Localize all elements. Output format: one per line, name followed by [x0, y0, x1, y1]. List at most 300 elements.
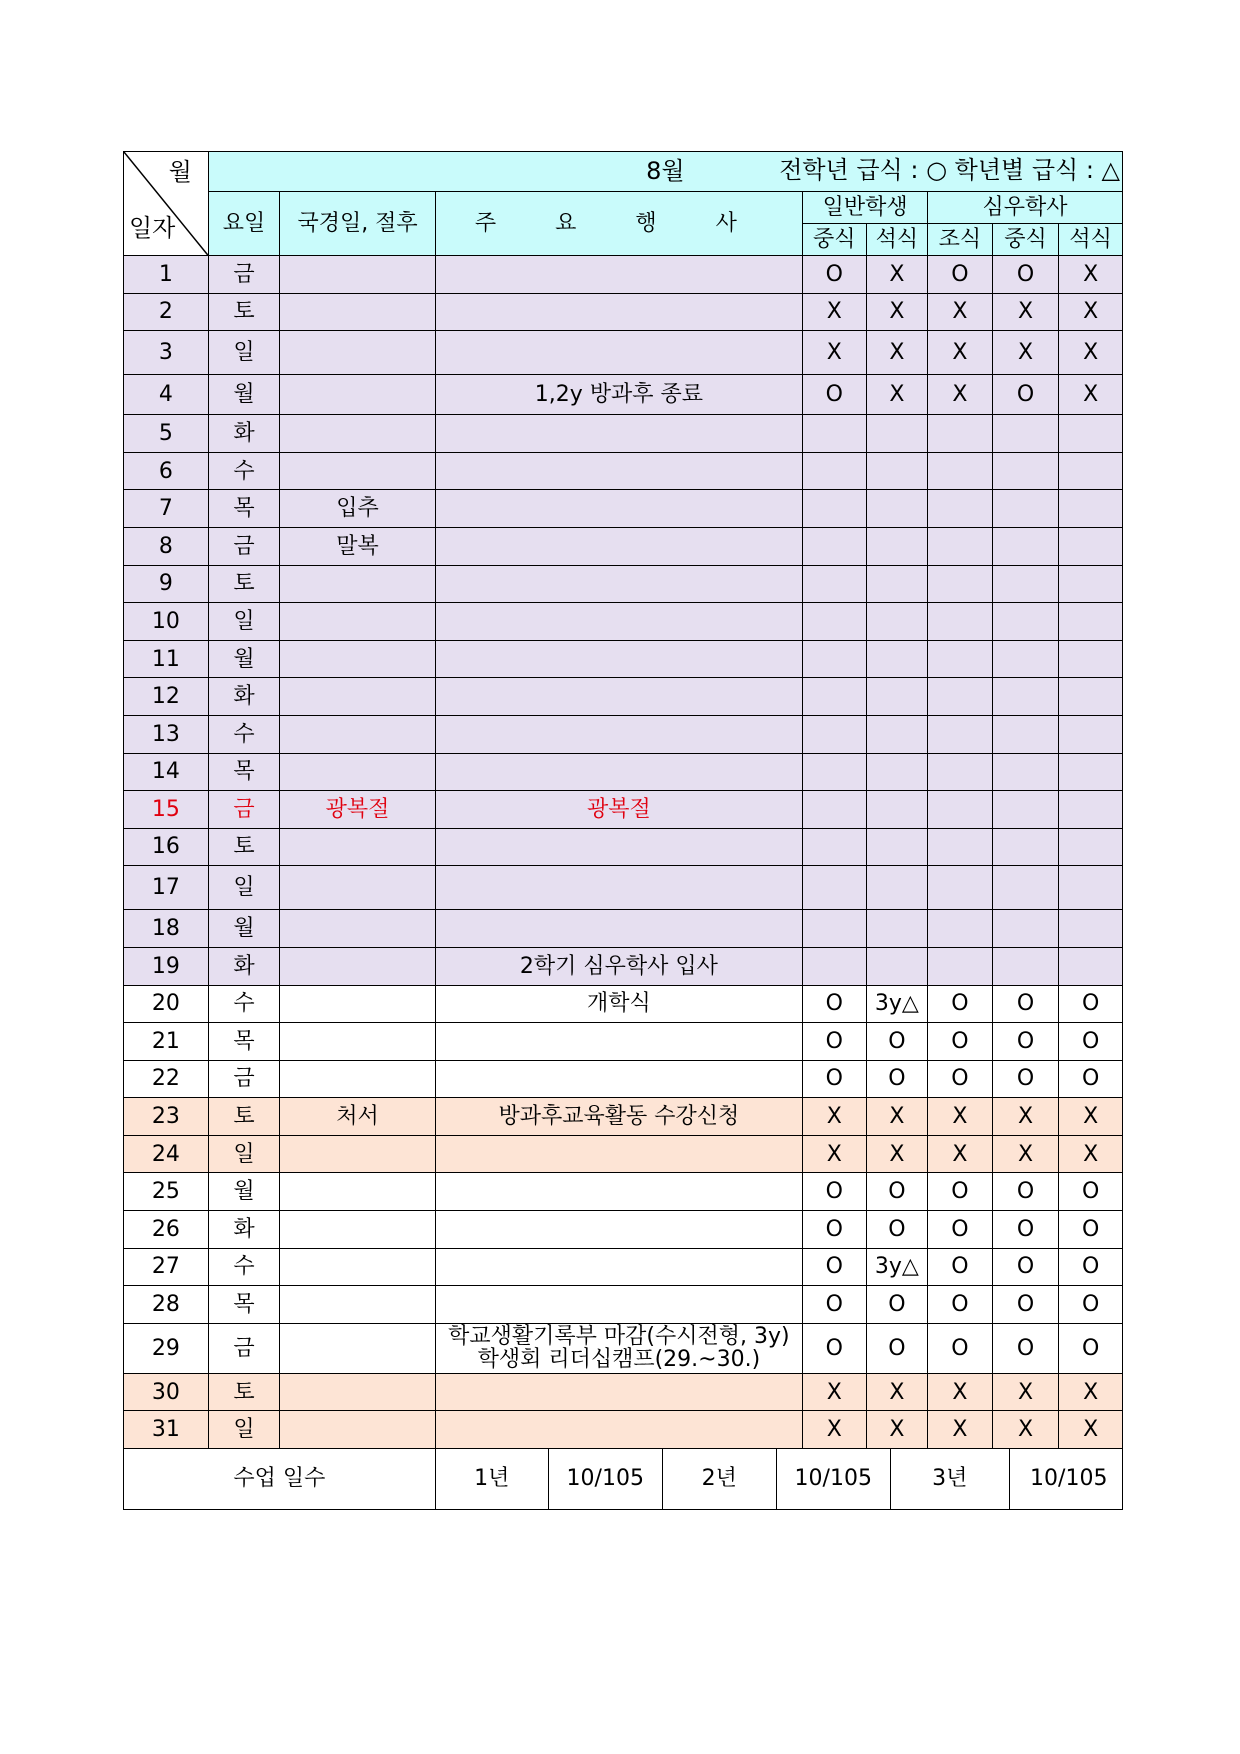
meal-dorm-dinner: [1059, 715, 1123, 753]
meal-dorm-lunch: X: [992, 1411, 1059, 1449]
meal-dorm-breakfast: [928, 527, 993, 565]
meal-dorm-dinner: X: [1059, 256, 1123, 294]
meal-general-lunch: O: [803, 375, 867, 415]
meal-general-dinner: O: [866, 1323, 928, 1373]
meal-dorm-lunch: [992, 866, 1059, 910]
national-day: [280, 640, 435, 678]
sub-dorm-lunch: 중식: [992, 224, 1059, 256]
meal-dorm-lunch: [992, 947, 1059, 985]
calendar-row: [124, 1135, 1123, 1173]
national-day: [280, 1023, 435, 1061]
meal-general-lunch: O: [803, 1248, 867, 1286]
calendar-row: [124, 678, 1123, 716]
national-day: [280, 375, 435, 415]
meal-dorm-breakfast: [928, 415, 993, 453]
day-number: 1: [124, 256, 209, 294]
event-cell: [435, 415, 802, 453]
event-cell: [435, 527, 802, 565]
national-day: [280, 1411, 435, 1449]
day-number: 4: [124, 375, 209, 415]
meal-dorm-dinner: [1059, 640, 1123, 678]
weekday: 월: [208, 640, 280, 678]
meal-dorm-breakfast: [928, 791, 993, 829]
meal-dorm-lunch: X: [992, 1373, 1059, 1411]
event-text: 학교생활기록부 마감(수시전형, 3y): [448, 1324, 790, 1350]
event-text: 방과후교육활동 수강신청: [498, 1104, 740, 1130]
meal-general-dinner: X: [866, 1411, 928, 1449]
meal-dorm-dinner: [1059, 791, 1123, 829]
event-cell: [435, 1286, 802, 1324]
meal-dorm-breakfast: O: [928, 1023, 993, 1061]
event-cell: [435, 603, 802, 641]
event-cell: [435, 678, 802, 716]
calendar-row: [124, 375, 1123, 415]
meal-dorm-lunch: [992, 715, 1059, 753]
meal-dorm-lunch: O: [992, 1060, 1059, 1098]
meal-general-dinner: O: [866, 1023, 928, 1061]
meal-dorm-breakfast: [928, 640, 993, 678]
calendar-row: [124, 866, 1123, 910]
calendar-row: [124, 715, 1123, 753]
weekday: 화: [208, 678, 280, 716]
meal-general-lunch: O: [803, 1211, 867, 1249]
weekday: 일: [208, 331, 280, 375]
school-days-label: 수업 일수: [124, 1449, 436, 1510]
meal-dorm-dinner: [1059, 947, 1123, 985]
calendar-row: [124, 527, 1123, 565]
national-day: 광복절: [280, 791, 435, 829]
event-cell: [435, 1060, 802, 1098]
meal-dorm-breakfast: [928, 910, 993, 948]
event-cell: [435, 293, 802, 331]
meal-legend: 전학년 급식 : ○ 학년별 급식 : △: [779, 156, 1120, 184]
calendar-row: [124, 1023, 1123, 1061]
weekday: 월: [208, 910, 280, 948]
meal-dorm-lunch: O: [992, 1323, 1059, 1373]
meal-general-dinner: [866, 715, 928, 753]
event-cell: [435, 866, 802, 910]
event-cell: [435, 1098, 802, 1136]
event-cell: [435, 640, 802, 678]
day-number: 5: [124, 415, 209, 453]
meal-dorm-lunch: [992, 565, 1059, 603]
meal-dorm-lunch: O: [992, 1211, 1059, 1249]
weekday: 토: [208, 565, 280, 603]
event-cell: [435, 1323, 802, 1373]
day-number: 27: [124, 1248, 209, 1286]
day-number: 21: [124, 1023, 209, 1061]
calendar-row: [124, 1373, 1123, 1411]
meal-dorm-dinner: [1059, 452, 1123, 490]
meal-general-dinner: [866, 565, 928, 603]
weekday: 일: [208, 866, 280, 910]
meal-dorm-dinner: O: [1059, 1248, 1123, 1286]
meal-general-dinner: X: [866, 1098, 928, 1136]
day-number: 6: [124, 452, 209, 490]
meal-dorm-breakfast: O: [928, 1248, 993, 1286]
meal-dorm-breakfast: [928, 603, 993, 641]
national-day: [280, 1211, 435, 1249]
meal-general-dinner: X: [866, 331, 928, 375]
meal-dorm-breakfast: O: [928, 256, 993, 294]
meal-dorm-breakfast: [928, 715, 993, 753]
event-cell: [435, 985, 802, 1023]
group-general-header: 일반학생: [803, 192, 928, 224]
day-number: 19: [124, 947, 209, 985]
meal-dorm-dinner: O: [1059, 1173, 1123, 1211]
day-number: 18: [124, 910, 209, 948]
grade2-days: 10/105: [776, 1449, 890, 1509]
weekday: 금: [208, 1060, 280, 1098]
event-cell: [435, 828, 802, 866]
meal-dorm-dinner: X: [1059, 1373, 1123, 1411]
meal-dorm-breakfast: [928, 452, 993, 490]
meal-dorm-lunch: [992, 678, 1059, 716]
meal-general-dinner: X: [866, 375, 928, 415]
meal-general-dinner: [866, 490, 928, 528]
day-number: 24: [124, 1135, 209, 1173]
meal-general-dinner: [866, 866, 928, 910]
event-cell: [435, 452, 802, 490]
grade1-label: 1년: [436, 1449, 549, 1509]
meal-general-dinner: [866, 947, 928, 985]
national-day: [280, 985, 435, 1023]
meal-dorm-dinner: O: [1059, 1323, 1123, 1373]
national-day: 말복: [280, 527, 435, 565]
calendar-row: [124, 603, 1123, 641]
day-number: 25: [124, 1173, 209, 1211]
calendar-row: [124, 293, 1123, 331]
school-days-summary: [435, 1449, 1122, 1510]
meal-dorm-dinner: [1059, 678, 1123, 716]
meal-dorm-dinner: [1059, 565, 1123, 603]
meal-dorm-lunch: O: [992, 256, 1059, 294]
weekday: 금: [208, 1323, 280, 1373]
meal-dorm-lunch: [992, 828, 1059, 866]
events-header-label: 주 요 행 사: [474, 210, 763, 236]
meal-dorm-breakfast: O: [928, 1323, 993, 1373]
event-cell: [435, 331, 802, 375]
meal-general-dinner: 3y△: [866, 985, 928, 1023]
sub-dorm-dinner: 석식: [1059, 224, 1123, 256]
national-day: [280, 293, 435, 331]
meal-general-lunch: [803, 527, 867, 565]
day-number: 15: [124, 791, 209, 829]
calendar-row: [124, 1060, 1123, 1098]
event-cell: [435, 256, 802, 294]
meal-general-lunch: [803, 910, 867, 948]
group-dorm-header: 심우학사: [928, 192, 1123, 224]
day-number: 13: [124, 715, 209, 753]
meal-general-lunch: O: [803, 1323, 867, 1373]
national-day: [280, 452, 435, 490]
day-number: 23: [124, 1098, 209, 1136]
header-corner: [124, 152, 209, 256]
day-number: 8: [124, 527, 209, 565]
school-days-row: [124, 1449, 1123, 1510]
weekday: 목: [208, 1023, 280, 1061]
meal-general-lunch: [803, 415, 867, 453]
grade1-days: 10/105: [548, 1449, 662, 1509]
meal-dorm-breakfast: [928, 678, 993, 716]
calendar-row: [124, 947, 1123, 985]
meal-dorm-dinner: O: [1059, 985, 1123, 1023]
event-cell: [435, 1211, 802, 1249]
meal-dorm-lunch: X: [992, 331, 1059, 375]
calendar-row: [124, 1286, 1123, 1324]
national-day: [280, 256, 435, 294]
meal-dorm-lunch: [992, 603, 1059, 641]
meal-general-dinner: [866, 415, 928, 453]
meal-dorm-lunch: [992, 910, 1059, 948]
meal-general-lunch: [803, 715, 867, 753]
academic-calendar-table: [123, 151, 1123, 1510]
event-cell: [435, 947, 802, 985]
meal-general-dinner: X: [866, 293, 928, 331]
weekday: 화: [208, 1211, 280, 1249]
meal-dorm-lunch: O: [992, 985, 1059, 1023]
meal-dorm-breakfast: X: [928, 293, 993, 331]
meal-dorm-breakfast: [928, 866, 993, 910]
meal-dorm-lunch: [992, 791, 1059, 829]
calendar-row: [124, 490, 1123, 528]
meal-dorm-dinner: [1059, 603, 1123, 641]
meal-dorm-lunch: [992, 490, 1059, 528]
meal-general-dinner: [866, 452, 928, 490]
meal-dorm-breakfast: O: [928, 1211, 993, 1249]
event-text: 개학식: [587, 991, 651, 1017]
meal-general-lunch: X: [803, 331, 867, 375]
meal-general-dinner: X: [866, 256, 928, 294]
meal-dorm-dinner: O: [1059, 1211, 1123, 1249]
meal-dorm-dinner: X: [1059, 1098, 1123, 1136]
event-text: 2학기 심우학사 입사: [519, 953, 718, 979]
meal-general-dinner: O: [866, 1211, 928, 1249]
meal-dorm-dinner: [1059, 527, 1123, 565]
meal-general-lunch: O: [803, 1173, 867, 1211]
day-number: 17: [124, 866, 209, 910]
meal-general-lunch: O: [803, 1060, 867, 1098]
weekday: 토: [208, 1098, 280, 1136]
meal-general-lunch: O: [803, 1023, 867, 1061]
sub-general-lunch: 중식: [803, 224, 867, 256]
meal-dorm-dinner: [1059, 490, 1123, 528]
calendar-row: [124, 1098, 1123, 1136]
national-day: [280, 828, 435, 866]
meal-general-lunch: [803, 947, 867, 985]
day-number: 10: [124, 603, 209, 641]
meal-general-lunch: X: [803, 1373, 867, 1411]
weekday: 금: [208, 527, 280, 565]
day-number: 14: [124, 753, 209, 791]
meal-dorm-breakfast: O: [928, 985, 993, 1023]
meal-dorm-breakfast: X: [928, 1098, 993, 1136]
calendar-row: [124, 1411, 1123, 1449]
meal-general-dinner: [866, 910, 928, 948]
calendar-row: [124, 828, 1123, 866]
calendar-row: [124, 1211, 1123, 1249]
calendar-row: [124, 640, 1123, 678]
national-day: [280, 603, 435, 641]
meal-dorm-lunch: [992, 452, 1059, 490]
meal-dorm-breakfast: [928, 947, 993, 985]
day-number: 12: [124, 678, 209, 716]
meal-dorm-breakfast: [928, 490, 993, 528]
national-day: [280, 1060, 435, 1098]
sub-dorm-breakfast: 조식: [928, 224, 993, 256]
col-national-header: 국경일, 절후: [280, 192, 435, 256]
national-day: [280, 715, 435, 753]
meal-general-lunch: [803, 452, 867, 490]
event-text: 학생회 리더십캠프(29.~30.): [477, 1347, 761, 1373]
meal-dorm-dinner: X: [1059, 293, 1123, 331]
weekday: 수: [208, 452, 280, 490]
meal-general-lunch: [803, 603, 867, 641]
meal-general-dinner: [866, 791, 928, 829]
month-header: [208, 152, 1122, 192]
calendar-row: [124, 256, 1123, 294]
meal-general-dinner: [866, 640, 928, 678]
national-day: [280, 1173, 435, 1211]
meal-general-dinner: 3y△: [866, 1248, 928, 1286]
meal-dorm-lunch: O: [992, 1286, 1059, 1324]
national-day: [280, 678, 435, 716]
weekday: 금: [208, 791, 280, 829]
meal-dorm-breakfast: O: [928, 1060, 993, 1098]
meal-dorm-lunch: X: [992, 293, 1059, 331]
national-day: [280, 1323, 435, 1373]
meal-dorm-breakfast: X: [928, 375, 993, 415]
meal-general-dinner: [866, 828, 928, 866]
meal-general-lunch: [803, 753, 867, 791]
meal-dorm-dinner: O: [1059, 1060, 1123, 1098]
meal-general-lunch: X: [803, 293, 867, 331]
national-day: [280, 415, 435, 453]
day-number: 3: [124, 331, 209, 375]
corner-month-label: 월: [168, 158, 192, 186]
meal-dorm-dinner: O: [1059, 1023, 1123, 1061]
meal-dorm-dinner: X: [1059, 1135, 1123, 1173]
meal-general-lunch: [803, 565, 867, 603]
meal-general-lunch: [803, 678, 867, 716]
event-cell: [435, 1023, 802, 1061]
meal-dorm-breakfast: X: [928, 1373, 993, 1411]
meal-general-lunch: O: [803, 985, 867, 1023]
event-cell: [435, 1248, 802, 1286]
meal-dorm-lunch: [992, 527, 1059, 565]
event-cell: [435, 490, 802, 528]
meal-general-lunch: [803, 490, 867, 528]
meal-dorm-dinner: X: [1059, 375, 1123, 415]
meal-dorm-lunch: [992, 753, 1059, 791]
col-weekday-header: 요일: [208, 192, 280, 256]
meal-dorm-dinner: [1059, 415, 1123, 453]
meal-general-lunch: X: [803, 1135, 867, 1173]
meal-dorm-dinner: [1059, 828, 1123, 866]
meal-general-lunch: [803, 828, 867, 866]
meal-dorm-breakfast: [928, 565, 993, 603]
event-cell: [435, 1373, 802, 1411]
meal-general-dinner: [866, 527, 928, 565]
national-day: [280, 1135, 435, 1173]
meal-general-lunch: X: [803, 1098, 867, 1136]
day-number: 11: [124, 640, 209, 678]
meal-general-lunch: [803, 866, 867, 910]
meal-dorm-dinner: [1059, 866, 1123, 910]
calendar-row: [124, 415, 1123, 453]
weekday: 수: [208, 715, 280, 753]
meal-dorm-lunch: O: [992, 1023, 1059, 1061]
day-number: 28: [124, 1286, 209, 1324]
day-number: 9: [124, 565, 209, 603]
meal-dorm-dinner: X: [1059, 331, 1123, 375]
day-number: 16: [124, 828, 209, 866]
weekday: 일: [208, 1135, 280, 1173]
weekday: 화: [208, 415, 280, 453]
day-number: 31: [124, 1411, 209, 1449]
day-number: 20: [124, 985, 209, 1023]
calendar-row: [124, 791, 1123, 829]
weekday: 토: [208, 1373, 280, 1411]
meal-dorm-breakfast: [928, 828, 993, 866]
calendar-row: [124, 753, 1123, 791]
calendar-row: [124, 910, 1123, 948]
grade3-days: 10/105: [1009, 1449, 1122, 1509]
event-cell: [435, 1173, 802, 1211]
calendar-row: [124, 1173, 1123, 1211]
national-day: [280, 1373, 435, 1411]
meal-dorm-breakfast: [928, 753, 993, 791]
event-cell: [435, 791, 802, 829]
meal-dorm-lunch: [992, 640, 1059, 678]
meal-general-lunch: [803, 640, 867, 678]
meal-dorm-breakfast: X: [928, 331, 993, 375]
col-events-header: [435, 192, 802, 256]
weekday: 화: [208, 947, 280, 985]
event-text: 1,2y 방과후 종료: [534, 382, 704, 408]
meal-dorm-breakfast: O: [928, 1173, 993, 1211]
weekday: 수: [208, 985, 280, 1023]
event-text: 광복절: [587, 796, 651, 822]
meal-dorm-dinner: [1059, 910, 1123, 948]
meal-dorm-lunch: X: [992, 1098, 1059, 1136]
month-title: 8월: [646, 156, 685, 185]
meal-general-dinner: O: [866, 1060, 928, 1098]
event-cell: [435, 375, 802, 415]
day-number: 29: [124, 1323, 209, 1373]
corner-day-label: 일자: [129, 213, 176, 242]
meal-general-dinner: [866, 753, 928, 791]
meal-general-lunch: O: [803, 256, 867, 294]
national-day: [280, 910, 435, 948]
meal-dorm-dinner: X: [1059, 1411, 1123, 1449]
calendar-row: [124, 331, 1123, 375]
national-day: 입추: [280, 490, 435, 528]
national-day: [280, 947, 435, 985]
national-day: [280, 565, 435, 603]
weekday: 금: [208, 256, 280, 294]
event-cell: [435, 565, 802, 603]
national-day: [280, 331, 435, 375]
day-number: 26: [124, 1211, 209, 1249]
weekday: 일: [208, 603, 280, 641]
calendar-row: [124, 1248, 1123, 1286]
national-day: [280, 1286, 435, 1324]
calendar-row: [124, 452, 1123, 490]
meal-dorm-dinner: O: [1059, 1286, 1123, 1324]
meal-dorm-lunch: O: [992, 1248, 1059, 1286]
meal-dorm-breakfast: O: [928, 1286, 993, 1324]
